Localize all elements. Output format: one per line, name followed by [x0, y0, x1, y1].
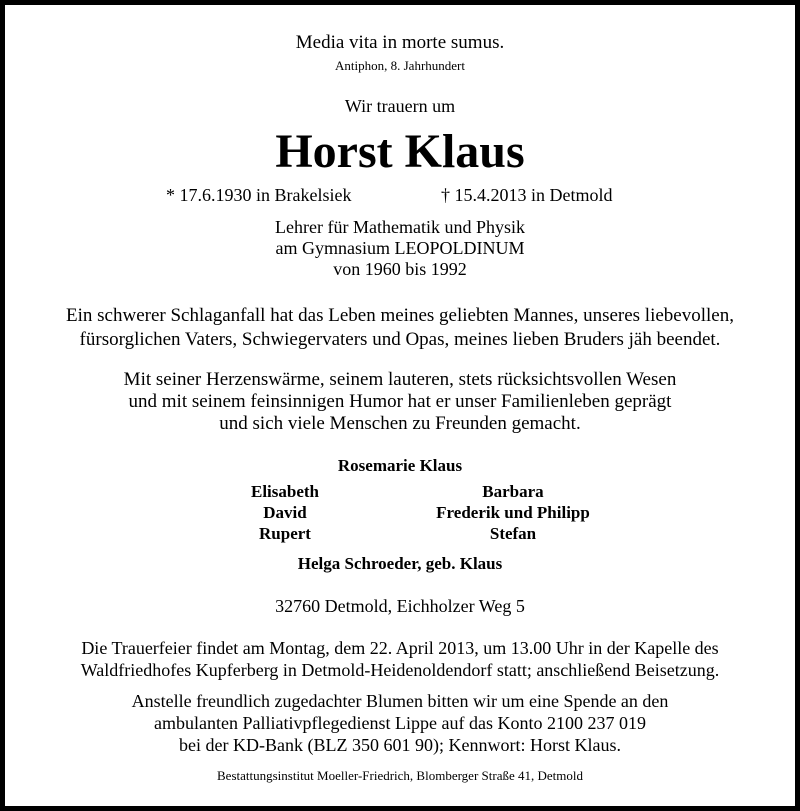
paragraph-line: Anstelle freundlich zugedachter Blumen bitten wir um eine Spende an den — [131, 691, 669, 711]
death-date: † 15.4.2013 in Detmold — [441, 185, 613, 205]
occupation-line: am Gymnasium LEOPOLDINUM — [275, 238, 525, 258]
sibling-name: Helga Schroeder, geb. Klaus — [297, 554, 503, 573]
funeral-home: Bestattungsinstitut Moeller-Friedrich, Blomberger Straße 41, Detmold — [217, 768, 583, 783]
funeral-info — [0, 637, 800, 681]
family-member: Elisabeth — [250, 482, 320, 501]
intro-text: Wir trauern um — [344, 96, 456, 116]
widow-name: Rosemarie Klaus — [337, 456, 463, 475]
paragraph-line: und sich viele Menschen zu Freunden gemacht. — [219, 413, 581, 434]
family-member: Barbara — [482, 482, 544, 501]
paragraph-line: Die Trauerfeier findet am Montag, dem 22. April 2013, um 13.00 Uhr in der Kapelle des — [81, 638, 719, 658]
motto-source: Antiphon, 8. Jahrhundert — [335, 58, 465, 73]
paragraph-line: ambulanten Palliativpflegedienst Lippe auf das Konto 2100 237 019 — [154, 713, 646, 733]
family-address: 32760 Detmold, Eichholzer Weg 5 — [275, 596, 525, 616]
family-member: David — [263, 503, 307, 522]
occupation-line: Lehrer für Mathematik und Physik — [275, 217, 525, 237]
family-member: Stefan — [489, 524, 537, 543]
paragraph-line: Waldfriedhofes Kupferberg in Detmold-Heidenoldendorf statt; anschließend Beisetzung. — [80, 660, 720, 680]
donation-info — [0, 690, 800, 756]
paragraph-line: Mit seiner Herzenswärme, seinem lauteren, stets rücksichtsvollen Wesen — [123, 369, 677, 390]
paragraph-line: bei der KD-Bank (BLZ 350 601 90); Kennwort: Horst Klaus. — [179, 735, 621, 755]
family-member: Frederik und Philipp — [436, 503, 590, 522]
paragraph-line: und mit seinem feinsinnigen Humor hat er unser Familienleben geprägt — [128, 391, 672, 412]
birth-date: * 17.6.1930 in Brakelsiek — [166, 185, 352, 205]
paragraph-line: Ein schwerer Schlaganfall hat das Leben meines geliebten Mannes, unseres liebevollen, — [66, 305, 734, 326]
family-right-column — [363, 481, 663, 544]
occupation-block — [0, 217, 800, 280]
paragraph-line: fürsorglichen Vaters, Schwiegervaters und Opas, meines lieben Bruders jäh beendet. — [79, 329, 721, 350]
occupation-line: von 1960 bis 1992 — [333, 259, 467, 279]
family-member: Rupert — [259, 524, 311, 543]
character-paragraph — [0, 369, 800, 435]
stroke-paragraph — [0, 304, 800, 352]
deceased-name: Horst Klaus — [275, 125, 525, 178]
motto: Media vita in morte sumus. — [295, 32, 505, 53]
